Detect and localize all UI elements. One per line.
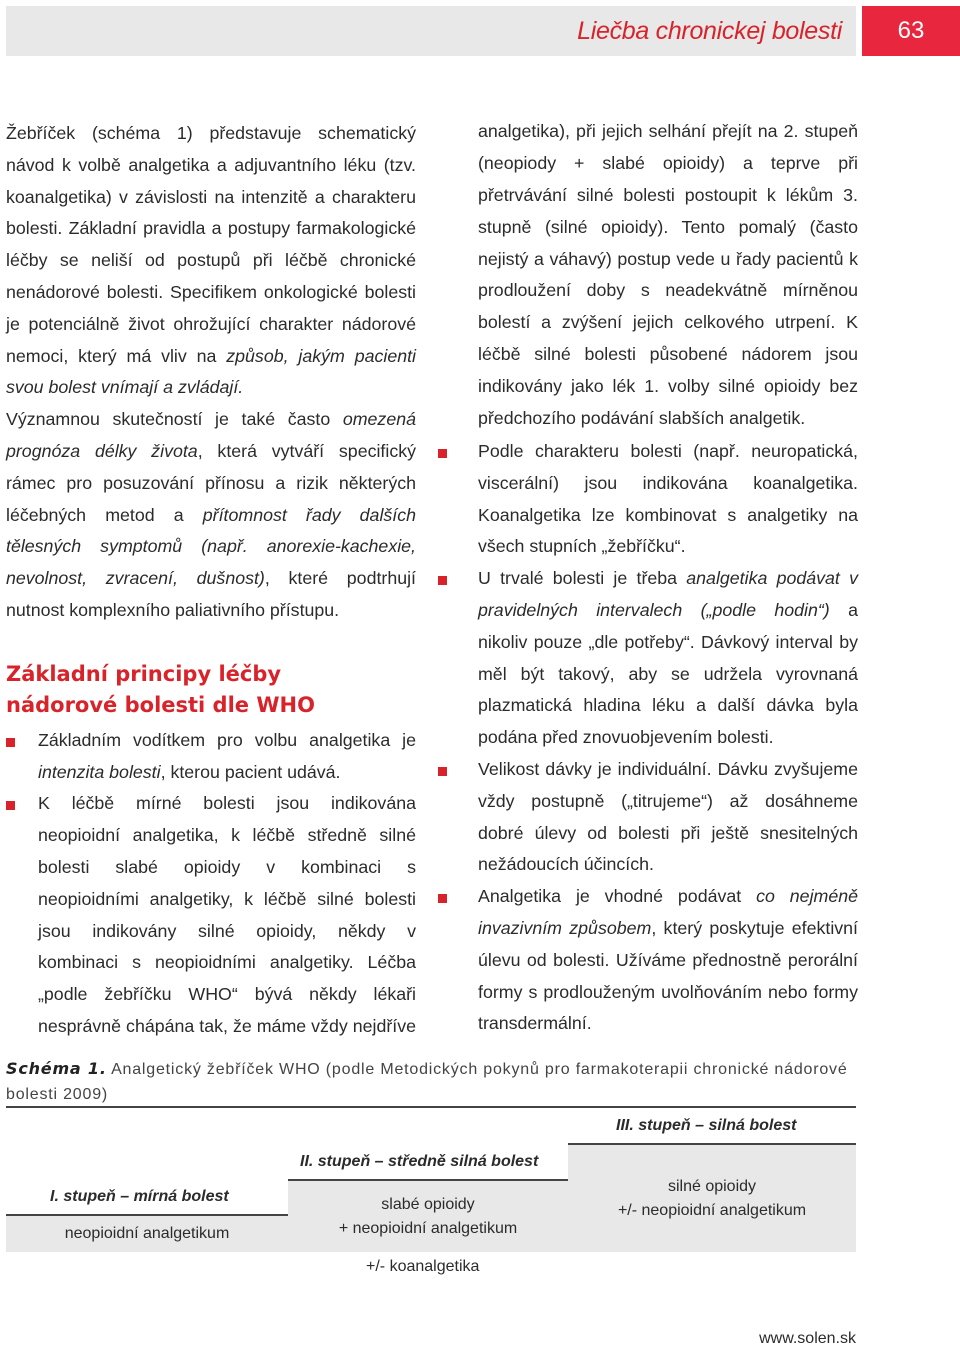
section-heading: Základní principy léčby nádorové bolesti dle WHO bbox=[6, 661, 315, 717]
left-column bbox=[6, 118, 416, 1044]
step-1-box bbox=[6, 1216, 288, 1252]
coanalgesic-note: +/- koanalgetika bbox=[366, 1258, 480, 1275]
principles-list bbox=[6, 725, 416, 1045]
step-2-drug-1: slabé opioidy bbox=[381, 1195, 475, 1213]
step-2-drug-2: + neopioidní analgetikum bbox=[338, 1219, 518, 1237]
step-1-title: I. stupeň – mírná bolest bbox=[50, 1188, 229, 1205]
bullet-square-icon bbox=[438, 894, 447, 903]
step-2-box bbox=[288, 1181, 568, 1252]
principles-list-continued bbox=[478, 118, 858, 1040]
list-item: Základním vodítkem pro volbu analgetika je intenzita bolesti, kterou pacient udává. bbox=[6, 725, 416, 789]
bullet-square-icon bbox=[6, 801, 15, 810]
right-column bbox=[478, 118, 858, 1040]
bullet-square-icon bbox=[438, 576, 447, 585]
page-number: 63 bbox=[862, 6, 960, 56]
caption-label: Schéma 1. bbox=[6, 1059, 107, 1078]
figure-caption bbox=[6, 1056, 856, 1107]
step-3-drug-2: +/- neopioidní analgetikum bbox=[617, 1201, 807, 1219]
list-item: Analgetika je vhodné podávat co nejméně invazivním způsobem, který poskytuje efektivní úlevu od bolesti. Užíváme přednostně perorální formy s prodlouženým uvolňováním nebo formy transdermální. bbox=[478, 881, 858, 1040]
list-item: U trvalé bolesti je třeba analgetika podávat v pravidelných intervalech („podle hodin“) a nikoliv pouze „dle potřeby“. Dávkový interval by měl být takový, aby se udržela vyrovnaná plazmatická hladina léku a další dávka byla podána před znovuobjevením bolesti. bbox=[478, 563, 858, 754]
step-3-drug-1: silné opioidy bbox=[667, 1177, 757, 1195]
list-item: Velikost dávky je individuální. Dávku zvyšujeme vždy postupně („titrujeme“) až dosáhneme dobré úlevy od bolesti při ještě snesitelných nežádoucích účincích. bbox=[478, 754, 858, 881]
caption-rule bbox=[6, 1106, 856, 1108]
step-1-drug: neopioidní analgetikum bbox=[64, 1225, 230, 1242]
list-item: Podle charakteru bolesti (např. neuropatická, viscerální) jsou indikována koanalgetika. Koanalgetika lze kombinovat s analgetiky na všech stupních „žebříčku“. bbox=[478, 436, 858, 563]
header-bar bbox=[6, 6, 856, 56]
bullet-2-continuation: analgetika), při jejich selhání přejít na 2. stupeň (neopiody + slabé opioidy) a teprve při přetrvávání silné bolesti postoupit k lékům 3. stupně (silné opioidy). Tento pomalý (často nejistý a váhavý) postup vede u řady pacientů k prodloužení doby s neadekvátně mírněnou bolestí a zvýšení jejich celkového utrpení. K léčbě silné bolesti působené nádorem jsou indikovány jako lék 1. volby silné opioidy bez předchozího podávání slabších analgetik. bbox=[478, 121, 858, 428]
footer-url[interactable]: www.solen.sk bbox=[759, 1330, 856, 1347]
bullet-square-icon bbox=[438, 767, 447, 776]
step-3-title: III. stupeň – silná bolest bbox=[616, 1117, 797, 1134]
running-title: Liečba chronickej bolesti bbox=[577, 17, 842, 45]
step-3-box bbox=[568, 1145, 856, 1252]
bullet-square-icon bbox=[6, 738, 15, 747]
bullet-square-icon bbox=[438, 449, 447, 458]
caption-text: Analgetický žebříček WHO (podle Metodických pokynů pro farmakoterapii chronické nádorové bolesti 2009) bbox=[6, 1061, 848, 1103]
intro-paragraph-2: Významnou skutečností je také často omezená prognóza délky života, která vytváří specifický rámec pro posuzování přínosu a rizik některých léčebných metod a přítomnost řady dalších tělesných symptomů (např. anorexie-kachexie, nevolnost, zvracení, dušnost), které podtrhují nutnost komplexního paliativního přístupu. bbox=[6, 409, 417, 620]
step-2-title: II. stupeň – středně silná bolest bbox=[300, 1153, 539, 1170]
list-item-continued bbox=[478, 118, 858, 436]
list-item: K léčbě mírné bolesti jsou indikována neopioidní analgetika, k léčbě středně silné bolesti slabé opioidy v kombinaci s neopioidními analgetiky, k léčbě silné bolesti jsou indikovány silné opioidy, někdy v kombinaci s neopioidními analgetiky. Léčba „podle žebříčku WHO“ bývá někdy lékaři nesprávně chápána tak, že máme vždy nejdříve bbox=[6, 788, 416, 1044]
intro-paragraph-1: Žebříček (schéma 1) představuje schematický návod k volbě analgetika a adjuvantního léku (tzv. koanalgetika) v závislosti na intenzitě a charakteru bolesti. Základní pravidla a postupy farmakologické léčby se neliší od postupů při léčbě chronické nenádorové bolesti. Specifikem onkologické bolesti je potenciálně život ohrožující charakter nádorové nemoci, který má vliv na způsob, jakým pacienti svou bolest vnímají a zvládají. bbox=[6, 123, 416, 398]
